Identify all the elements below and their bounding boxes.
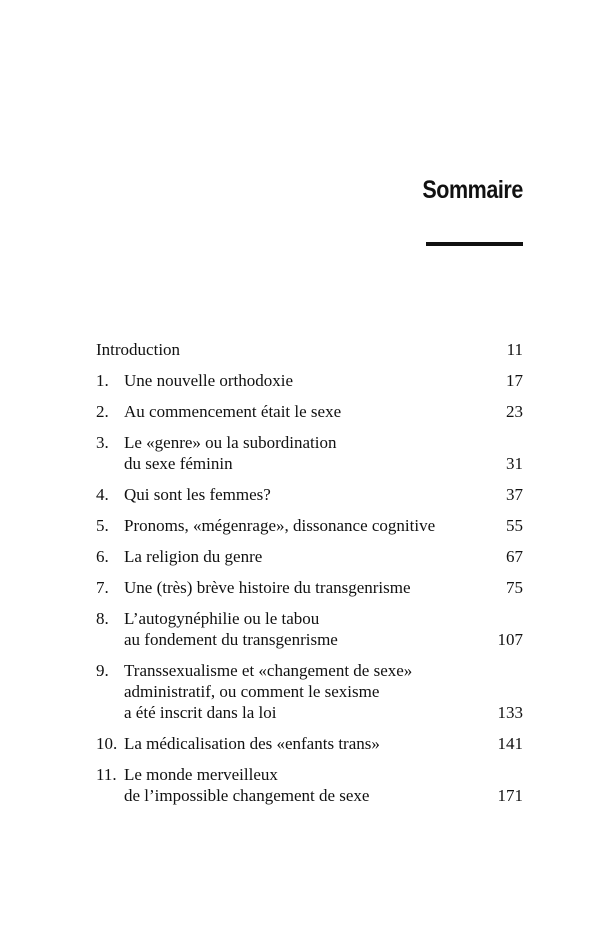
toc-entry [96,339,523,360]
chapter-number: 11. [96,765,117,784]
chapter-title-line: Une nouvelle orthodoxie [124,371,294,390]
chapter-title [96,339,523,360]
chapter-title [96,546,523,567]
chapter-title-line: Le monde merveilleux [124,765,278,784]
chapter-title-line: du sexe féminin [124,454,233,473]
page-number: 31 [506,454,523,473]
chapter-number: 1. [96,371,109,390]
page-number: 141 [497,734,523,753]
toc-entry [96,370,523,391]
chapter-title [96,733,523,754]
toc-entry [96,660,523,723]
toc-entry [96,515,523,536]
page-number: 17 [506,371,523,390]
chapter-title [96,608,523,650]
chapter-title-line: Au commencement était le sexe [124,402,342,421]
chapter-number: 7. [96,578,109,597]
chapter-title-line: Transsexualisme et «changement de sexe» [124,661,413,680]
chapter-title-line: au fondement du transgenrisme [124,630,338,649]
title-underline [426,242,523,246]
chapter-number: 9. [96,661,109,680]
page-number: 133 [497,703,523,722]
chapter-number: 3. [96,433,109,452]
chapter-number: 5. [96,516,109,535]
toc-entry [96,432,523,474]
chapter-title-line: a été inscrit dans la loi [124,703,277,722]
chapter-title [96,764,523,806]
page-number: 11 [506,340,523,359]
chapter-title [96,660,523,723]
toc-entry [96,608,523,650]
page-number: 23 [506,402,523,421]
toc-entry [96,401,523,422]
chapter-number: 8. [96,609,109,628]
chapter-title-line: de l’impossible changement de sexe [124,786,370,805]
page-number: 37 [506,485,523,504]
chapter-title-line: Pronoms, «mégenrage», dissonance cognitive [124,516,436,535]
chapter-number: 10. [96,734,118,753]
toc-entry [96,733,523,754]
chapter-number: 2. [96,402,109,421]
chapter-title-line: administratif, ou comment le sexisme [124,682,380,701]
toc-entry [96,764,523,806]
chapter-title [96,577,523,598]
page-number: 107 [497,630,523,649]
chapter-title-line: Qui sont les femmes? [124,485,271,504]
page-number: 67 [506,547,523,566]
chapter-title [96,515,523,536]
toc-entry [96,484,523,505]
chapter-title-line: Le «genre» ou la subordination [124,433,337,452]
chapter-title [96,432,523,474]
chapter-title-line: La religion du genre [124,547,263,566]
chapter-number: 4. [96,485,109,504]
chapter-title-line: La médicalisation des «enfants trans» [124,734,380,753]
page-number: 171 [497,786,523,805]
page-number: 55 [506,516,523,535]
chapter-number: 6. [96,547,109,566]
chapter-title [96,484,523,505]
toc-entry [96,546,523,567]
chapter-title [96,370,523,391]
page-title: Sommaire [422,176,523,204]
chapter-title-line: Introduction [96,340,181,359]
page-number: 75 [506,578,523,597]
table-of-contents [96,339,523,816]
toc-entry [96,577,523,598]
chapter-title-line: L’autogynéphilie ou le tabou [124,609,320,628]
chapter-title [96,401,523,422]
chapter-title-line: Une (très) brève histoire du transgenrisme [124,578,411,597]
